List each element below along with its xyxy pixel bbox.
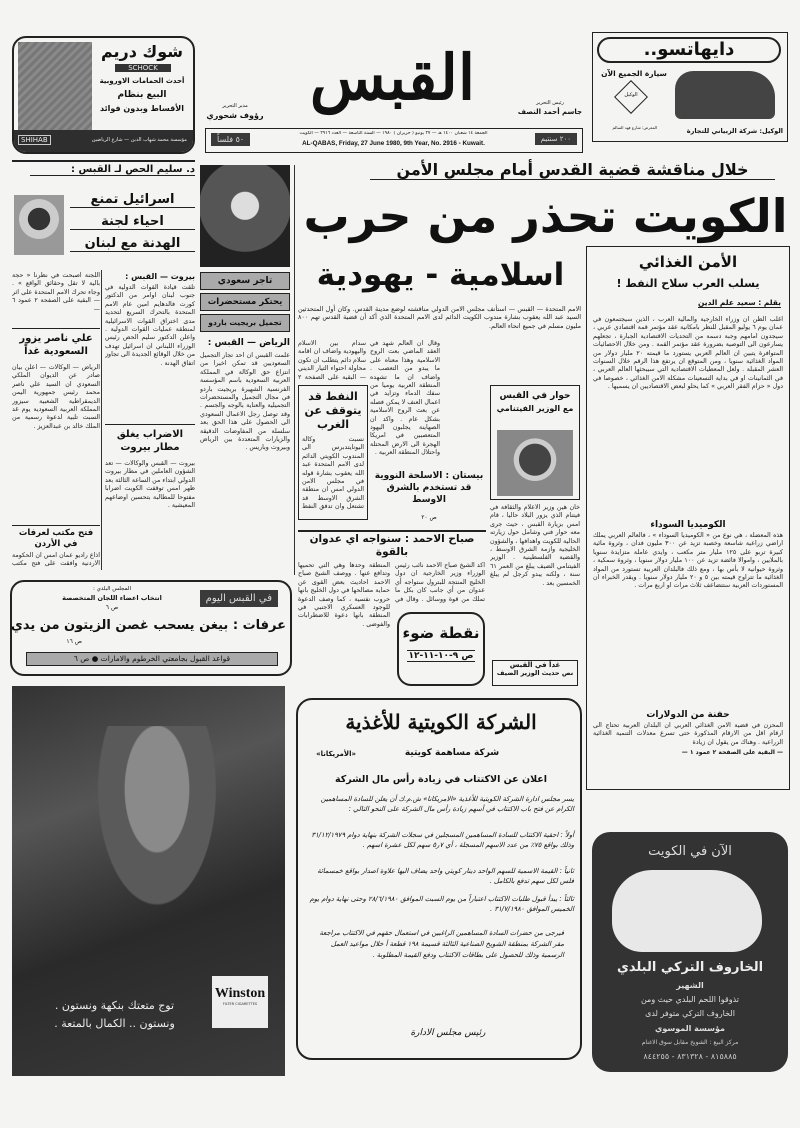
tomorrow-sub: نص حديث الوزير الضيف <box>496 669 574 677</box>
food-co-closing: فيرجى من حضرات السادة المساهمين الراغبين في استعمال حقهم في الاكتتاب مراجعة مقر الشركة بمنطقة الشويخ الصناعية الثالثة قسيمة ١٩٨ قطعة أ خلال مواعيد العمل الرسمية وذلك للحصول على بطاقات الاكتتاب ودفع القيمة المطلوبة . <box>319 929 564 959</box>
arafat-office-headline: فتح مكتب لعرفات في الأردن <box>12 525 100 550</box>
food-co-title: الشركة الكويتية للأغذية <box>345 710 537 734</box>
arafat-office-body: اذاع راديو عمان امس ان الحكومة الاردنية وافقت على فتح مكتب <box>12 552 100 568</box>
caption-line1: تاجر سعودي <box>200 272 290 290</box>
column-divider <box>294 165 295 575</box>
lamb-subtitle: الشهير <box>676 981 704 990</box>
ad-line: البيع بنظام <box>117 90 167 100</box>
ad-title: دايهاتسو.. <box>597 37 781 63</box>
caption-line3: تجميل بريجيت باردو <box>200 314 290 332</box>
food-body-2: هذه المعضلة ، هي نوع من « الكوميديا السوداء » ، فالعالم العربي يملك اراضي زراعية شاسعة وخصبة تزيد عن ٣٠٠ مليون فدان ، وثروة مائية كبيرة تربو على ١٢٥ مليار متر مكعب ، وايدي عاملة متزايدة سنويا بالملايين ، واموالا فائضة تزيد عن ١٠٠ مليار دولار سنويا ، وثروة سمكية ، وثروة حيوانية لا بأس بها ، ومع ذلك فالبلدان العربية تستورد من المواد الغذائية ما تتراوح قيمته بين ٥ و ٢٠ مليار دولار سنويا . ويقدر الخبراء ان المستوردات العربية ستتضاعف ثلاث مرات او اربع مرات . <box>593 532 783 590</box>
managing-editor: رؤوف شحوري <box>206 111 264 120</box>
winston-pack <box>212 976 268 1028</box>
woman-photo <box>200 165 290 267</box>
man-smoking-photo <box>82 726 232 936</box>
today-item1-kicker: المجلس البلدي : <box>93 586 131 592</box>
ad-badge-label: الوكيل <box>624 92 638 98</box>
food-co-announcement: اعلان عن الاكتتاب في زيادة رأس مال الشركة <box>334 774 548 785</box>
ad-footer-text: مؤسسة محمد شهاب الدين — شارع الرياضين <box>91 137 187 143</box>
ad-dealer: الوكيل: شركة الزبياني للتجارة <box>686 127 783 135</box>
riyadh-dateline: الرياض — القبس : <box>207 338 290 348</box>
main-headline-line2: اسلامية - يهودية <box>316 257 565 293</box>
lamb-phones: ٨١٥٨٨٥ - ٨٣١٣٢٨ - ٨٤٤٢٥٥ <box>643 1052 737 1061</box>
oil-body: نسبت وكالة اليونايتدبرس الى المندوب الكويتي الدائم لدى الامم المتحدة عبد الله يعقوب بشارة قوله في مجلس الامن الدولي امس ان منطقة الشرق الاوسط قد تشتعل وان تدفق النفط <box>302 436 364 511</box>
food-body-1: اغلب الظن ان وزراء الخارجية والمالية العرب ، الذين سيجتمعون في عمان يوم ٦ يوليو المقبل للنظر بامكانية عقد مؤتمر قمة اقتصادي عربي ، سيجدون امامهم وجبة دسمة من التحديات الاقتصادية الجبارة ، تجعلهم يسارعون الى التوصية بضرورة عقد مؤتمر القمة . ومن خلال الاحصائيات المتوافرة يتبين ان العالم العربي يستورد ما قيمته ٢٠ مليار دولار من المواد الغذائية سنويا ، ومن المتوقع ان يرتفع هذا الرقم خلال السنوات العشر المقبلة . ولعل المعطيات الاقتصادية التي سيبحثها العالم العربي ، في الثمانينات او في بداية التسعينات مشكلة الامن الغذائي ، خصوصا في دول « حزام الفقر العربي » كما يحلو لبعض الاقتصاديين ان يسميها . <box>593 316 783 391</box>
ad-turkish-lamb <box>592 832 788 1072</box>
interview-box <box>490 385 580 500</box>
food-headline-1: الأمن الغذائي <box>638 253 738 271</box>
food-continued: — البقية على الصفحة ٢ عمود ١ — <box>681 749 783 756</box>
ad-tagline: سيارة الجميع الآن <box>601 69 667 78</box>
ad-kuwait-food-company <box>296 698 582 1060</box>
beirut-body: تلقت قيادة القوات الدولية في جنوب لبنان اوامر من الدكتور كورت فالدهايم امين عام الامم المتحدة بالتحرك السريع لتحديد مدى اختراق القوات الاسرائيلية لمنطقة عمليات القوات الدولية . واعلن الدكتور سليم الحص رئيس الوزراء اللبناني ان اسرائيل تهدف من خلال الوقائع الجديدة الى تجاوز اتفاق الهدنة . <box>105 284 195 367</box>
winston-line2: ونستون .. الكمال بالمتعة . <box>54 1017 175 1030</box>
ad-footer: المعرض: شارع فهد السالم <box>612 125 657 130</box>
lamb-top: الآن في الكويت <box>648 844 732 859</box>
nuclear-ref: ص ٢٠ <box>421 514 437 521</box>
interview-headline-2: مع الوزير الفيتنامي <box>496 404 574 413</box>
date-bar <box>205 128 583 153</box>
car-photo <box>675 71 775 119</box>
ad-winston <box>12 686 285 1076</box>
hoss-headline-2: احياء لجنة <box>70 214 195 230</box>
shihab-logo: SHIHAB <box>18 135 51 145</box>
sabah-headline: صباح الاحمد : سنواجه اي عدوان بالقوة <box>309 533 475 558</box>
hoss-headline-3: الهدنة مع لبنان <box>70 236 195 252</box>
bathroom-photo <box>18 42 92 130</box>
managing-editor-label: مدير التحرير <box>222 103 248 109</box>
lamb-address: مركز البيع : الشويخ مقابل سوق الاغنام <box>641 1039 739 1046</box>
spotlight-box <box>397 612 485 686</box>
main-col-a: وقال ان العالم شهد في العقد الماضي بعث الروح الاسلامية وهذا معناه على ما يبدو من التعصب . واضاف ان ما تشهده المنطقة العربية يوميا من سفك الدماء وتزايد في اعمال العنف لا يمكن فصله عن بعث الروح الاسلامية بشكل عام . واكد ان الصهاينة يجلبون اليهود المتعصبين في امريكا الهجرة الى الارض المحتلة واحتلال المنطقة العربية . <box>370 340 440 457</box>
main-headline-line1: الكويت تحذر من حرب <box>303 189 788 243</box>
hoss-headline-1: اسرائيل تمنع <box>70 192 195 208</box>
in-qabas-today-box <box>10 580 292 676</box>
spotlight-title: نقطة ضوء <box>402 624 480 642</box>
nuclear-headline: بيستان : الاسلحة النووية قد تستخدم بالشرق الاوسط <box>374 471 484 505</box>
date-english: AL-QABAS, Friday, 27 June 1980, 9th Year, No. 2916 - Kuwait. <box>302 140 485 147</box>
today-item1-ref: ص ٦ <box>105 604 119 611</box>
editor-in-chief-label: رئيس التحرير <box>536 100 564 106</box>
food-byline: بقلم : سعيد علم الدين <box>698 298 781 307</box>
ad-line: الأقساط وبدون فوائد <box>100 104 184 113</box>
today-main-headline: عرفات : بيغن يسحب غصن الزيتون من يدي <box>10 618 286 633</box>
interview-body: خان هين وزير الاعلام والثقافة في فيتنام الذي يزور البلاد حاليا ، قام امس بزيارة القبس ، حيث جرى معه حوار فني وشامل حول زيارته الحالية للكويت واهدافها ، والشؤون الخليجية وازمة الشرق الاوسط ، والقضية الفلسطينية . الوزير الفيتنامي الضيف يبلغ من العمر ٦١ سنة ، ولكنه يبدو كرجل لم يبلغ الخمسين بعد . <box>490 504 580 587</box>
hoss-snippet: اللجنة اصبحت في نظرنا « حجة بالية لا تقل وحقائق الواقع » . وجاء تحرك الامم المتحدة على اثر — البقية على الصفحة ٢ عمود ٦ — <box>12 272 100 313</box>
main-col-b: سدام بين الاسلام واليهودية واضاف ان اقامة سلام دائم يتطلب ان تكون محاولة احتواء التيار الديني — البقية على الصفحة ٢ <box>298 340 366 381</box>
main-lead: الامم المتحدة — القبس — استأنف مجلس الامن الدولي مناقشته لوضع مدينة القدس. وكان أول المتحدثين السيد عبد الله يعقوب بشارة مندوب الكويت الدائم لدى الامم المتحدة الذي أكد أن قضية القدس تهم ٨٠٠ مليون مسلم في جميع انحاء العالم. <box>298 305 581 330</box>
oil-story <box>298 385 368 520</box>
food-headline-2: يسلب العرب سلاح النفط ! <box>616 277 760 290</box>
sabah-body-right: اكد الشيخ صباح الاحمد نائب رئيس الوزراء وزير الخارجية ان دول الخليج المنتجة للبترول ستواجه أي عدوان من أي جانب كان بكل ما تملك من قوة ووسائل . وقال في <box>395 562 485 603</box>
caption-line2: يحتكر مستحضرات <box>200 293 290 311</box>
divider <box>298 530 486 532</box>
hoss-photo <box>14 195 64 255</box>
food-security-box <box>586 246 790 790</box>
lamb-title: الخاروف التركي البلدي <box>616 960 764 975</box>
column-divider <box>101 270 102 570</box>
visit-body: الرياض — الوكالات — اعلن بيان صادر عن الديوان الملكي السعودي ان السيد علي ناصر محمد رئيس جمهورية اليمن الديمقراطية الشعبية سيزور المملكة العربية السعودية يوم غد السبت تلبية لدعوة رسمية من الملك خالد بن عبدالعزيز . <box>12 364 100 430</box>
sabah-body-left: المنطقة وحدها وهي التي تحميها وتدافع عنها . ووصف الشيخ صباح الاحمد احاديث بعض القوى عن حماية مصالحها في دول الخليج بانها حروب نفسية ، كما وصف الدعوة للوجود العسكري الاجنبي في المنطقة بانها دعوة للاضطرابات والفوضى . <box>298 562 390 628</box>
today-label: في القبس اليوم <box>200 590 278 607</box>
ad-brand: SCHOCK <box>115 64 171 72</box>
price-right: ٢٠٠ سنتيم <box>535 133 577 145</box>
food-co-intro: يسر مجلس ادارة الشركة الكويتية للأغذية «الامريكانا» ش.م.ك أن يعلن للسادة المساهمين الكرام عن فتح باب الاكتتاب في أسهم زيادة رأس مال الشركة على النحو التالي : <box>320 795 574 813</box>
food-co-second: ثانياً : القيمة الاسمية للسهم الواحد دينار كويتي واحد يضاف اليها علاوة اصدار بواقع خمسمائة فلس لكل سهم تدفع بالكامل . <box>317 867 574 885</box>
beirut-dateline: بيروت — القبس : <box>125 272 195 281</box>
riyadh-body: علمت القبس ان احد تجار التجميل السعوديين قد تمكن اخيرا من انتزاع حق الوكالة في المملكة العربية السعودية باسم المؤسسة الفرنسية الشهيرة بريجيت باردو في مجال التجميل والمستحضرات التجميلية والعناية بالوجه والجسم . وقد توصل رجل الاعمال السعودي الى الحصول على هذا الحق بعد سلسلة من المفاوضات الدقيقة والزيارات المتعددة بين الرياض وبيروت وباريس . <box>200 352 290 452</box>
main-kicker: خلال مناقشة قضية القدس أمام مجلس الأمن <box>370 160 775 180</box>
strike-body: بيروت — القبس والوكالات — تعد الشؤون العاملين في مطار بيروت الدولي ابتداء من الساعة الثالثة بعد ظهر امس توقفت الكويت اضرابا مفتوحا للمطالبة بتحسين اوضاعهم المعيشية . <box>105 460 195 510</box>
ad-daihatsu <box>592 32 788 142</box>
date-arabic: الجمعة ١٤ شعبان ١٤٠٠ هـ — ٢٧ يونيو ( حزيران ) ١٩٨٠ — السنة التاسعة — العدد ٢٩١٦ — الكويت <box>299 131 488 136</box>
food-co-third: ثالثاً : يبدأ قبول طلبات الاكتتاب اعتباراً من يوم السبت الموافق ٢٨/٦/١٩٨٠ وحتى نهاية دوام يوم الخميس الموافق ٣١/٧/١٩٨٠ . <box>309 895 574 913</box>
editor-in-chief: جاسم أحمد النصف <box>517 108 583 116</box>
ad-shock-dream <box>12 36 195 154</box>
winston-brand: Winston <box>214 986 266 1001</box>
food-subhead-2: حفنة من الدولارات <box>646 710 730 720</box>
today-main-ref: ص ١٦ <box>66 638 82 645</box>
minister-photo <box>497 430 573 496</box>
visit-headline: علي ناصر يزور السعودية غداً <box>12 328 100 358</box>
food-co-subtitle: شركة مساهمة كويتية <box>404 748 500 758</box>
winston-pack-sub: FILTER CIGARETTES <box>222 1002 258 1006</box>
strike-headline: الاضراب يغلق مطار بيروت <box>105 424 195 454</box>
food-co-title-suffix: «الأمريكانا» <box>316 750 356 758</box>
lamb-line1: تذوقوا اللحم البلدي حيث ومن <box>640 995 740 1004</box>
winston-line1: توج متعتك بنكهة ونستون . <box>54 999 175 1012</box>
hoss-kicker: د. سليم الحص لـ القبس : <box>30 164 195 176</box>
spotlight-pages: ص ٩-١٠-١١-١٢ <box>408 651 474 661</box>
food-co-first: أولاً : احقية الاكتتاب للسادة المساهمين المسجلين في سجلات الشركة بنهاية دوام ٣١/١٢/١٩٧٩ وذلك بواقع ٧٥٪ من عدد الاسهم المسجلة ، أي ٧ر٥ سهم لكل عشرة اسهم . <box>311 831 574 849</box>
lamb-line2: الخاروف التركي متوفر لدى <box>645 1009 735 1018</box>
masthead-logo: القبس <box>309 41 476 114</box>
ad-line: أحدث الحمامات الاوروبية <box>99 77 185 85</box>
tomorrow-label: غداً في القبس <box>509 661 561 669</box>
food-body-3: المحزن في قضية الامن الغذائي العربي ان البلدان العربية تحتاج الى ارقام اقل من الارقام المذكورة حتى تسرع معدلات التنمية الغذائية الزراعية . وهناك من يقول ان زيادة <box>593 722 783 746</box>
lamb-photo <box>612 870 762 952</box>
food-subhead-1: الكوميديا السوداء <box>650 520 726 530</box>
today-item3: قواعد القبول بجامعتي الخرطوم والامارات ● ص ٦ <box>26 652 278 666</box>
price-left: ٥٠ فلساً <box>211 133 250 146</box>
interview-headline-1: حوار في القبس <box>499 391 571 401</box>
oil-headline: النفط قد يتوقف عن الغرب <box>304 390 362 431</box>
lamb-company: مؤسسة الموسوي <box>655 1024 725 1033</box>
tomorrow-box <box>492 660 578 686</box>
ad-footer <box>14 130 193 152</box>
today-item1: انتخاب اعضاء اللجان المتخصصة <box>62 594 162 602</box>
divider <box>12 160 195 162</box>
ad-title: شوك دريم <box>101 42 183 61</box>
food-co-signature: رئيس مجلس الادارة <box>410 1028 486 1038</box>
